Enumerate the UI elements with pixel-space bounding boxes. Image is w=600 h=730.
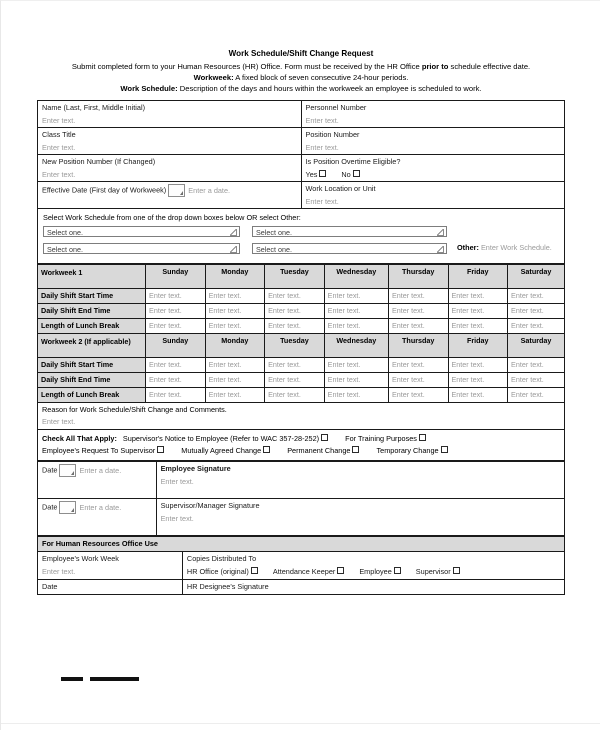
hr-work-week-cell bbox=[38, 552, 183, 580]
weekly-schedule-table bbox=[37, 264, 565, 403]
checkbox-copy-hr-office[interactable] bbox=[251, 567, 258, 574]
other-schedule-field bbox=[457, 243, 552, 253]
new-position-number-input[interactable]: Enter text. bbox=[42, 169, 76, 179]
position-number-label: Position Number bbox=[305, 130, 360, 140]
header2-thursday: Thursday bbox=[388, 334, 448, 358]
schedule-select-instruction: Select Work Schedule from one of the drop down boxes below OR select Other: bbox=[43, 213, 301, 223]
ww2-lunch-tuesday[interactable]: Enter text. bbox=[265, 388, 325, 403]
ww2-start-friday[interactable]: Enter text. bbox=[448, 358, 508, 373]
ww1-start-wednesday[interactable]: Enter text. bbox=[324, 289, 388, 304]
ww1-start-friday[interactable]: Enter text. bbox=[448, 289, 508, 304]
chevron-down-icon bbox=[437, 229, 444, 236]
schedule-dropdown-2-value: Select one. bbox=[256, 228, 292, 238]
workweek-definition-label: Workweek: bbox=[193, 73, 234, 83]
ww1-end-wednesday[interactable]: Enter text. bbox=[324, 304, 388, 319]
employee-date-cell bbox=[38, 462, 157, 499]
hr-office-heading: For Human Resources Office Use bbox=[38, 537, 565, 552]
header2-monday: Monday bbox=[205, 334, 265, 358]
field-personnel-number bbox=[301, 101, 565, 128]
ww2-end-tuesday[interactable]: Enter text. bbox=[265, 373, 325, 388]
table-row bbox=[38, 182, 565, 209]
table-row bbox=[38, 101, 565, 128]
checkbox-supervisors-notice[interactable] bbox=[321, 434, 328, 441]
table-row bbox=[38, 289, 565, 304]
option-employee-request-label: Employee's Request To Supervisor bbox=[42, 446, 156, 456]
overtime-no-label: No bbox=[341, 169, 351, 179]
workweek-definition-text: A fixed block of seven consecutive 24-hour periods. bbox=[233, 73, 409, 83]
dropdown-row-2 bbox=[43, 243, 559, 254]
ww1-lunch-tuesday[interactable]: Enter text. bbox=[265, 319, 325, 334]
header-wednesday: Wednesday bbox=[324, 265, 388, 289]
ww2-start-tuesday[interactable]: Enter text. bbox=[265, 358, 325, 373]
employee-date-picker[interactable] bbox=[59, 466, 121, 475]
work-location-label: Work Location or Unit bbox=[305, 184, 376, 194]
schedule-dropdown-3-value: Select one. bbox=[47, 245, 83, 255]
table-row bbox=[38, 319, 565, 334]
header2-wednesday: Wednesday bbox=[324, 334, 388, 358]
intro-bold-prior-to: prior to bbox=[421, 61, 449, 71]
ww2-end-wednesday[interactable]: Enter text. bbox=[324, 373, 388, 388]
work-schedule-definition bbox=[55, 83, 547, 94]
copy-supervisor-label: Supervisor bbox=[415, 567, 451, 577]
ww2-lunch-friday[interactable]: Enter text. bbox=[448, 388, 508, 403]
ww1-lunch-saturday[interactable]: Enter text. bbox=[508, 319, 565, 334]
ww1-end-tuesday[interactable]: Enter text. bbox=[265, 304, 325, 319]
overtime-yes-label: Yes bbox=[305, 169, 318, 179]
ww2-end-saturday[interactable]: Enter text. bbox=[508, 373, 565, 388]
redaction-mark-segment-2 bbox=[90, 677, 139, 681]
ww1-lunch-sunday[interactable]: Enter text. bbox=[146, 319, 206, 334]
ww1-lunch-wednesday[interactable]: Enter text. bbox=[324, 319, 388, 334]
copy-hr-office-label: HR Office (original) bbox=[186, 567, 249, 577]
checkbox-overtime-yes[interactable] bbox=[319, 170, 326, 177]
header2-friday: Friday bbox=[448, 334, 508, 358]
employee-signature-row bbox=[38, 462, 565, 499]
ww1-lunch-label: Length of Lunch Break bbox=[38, 319, 146, 334]
chevron-down-icon bbox=[230, 246, 237, 253]
ww2-lunch-thursday[interactable]: Enter text. bbox=[388, 388, 448, 403]
schedule-dropdown-1-value: Select one. bbox=[47, 228, 83, 238]
work-location-input[interactable]: Enter text. bbox=[305, 196, 339, 206]
field-work-location bbox=[301, 182, 565, 209]
ww1-end-saturday[interactable]: Enter text. bbox=[508, 304, 565, 319]
ww2-lunch-saturday[interactable]: Enter text. bbox=[508, 388, 565, 403]
ww1-start-sunday[interactable]: Enter text. bbox=[146, 289, 206, 304]
ww1-end-thursday[interactable]: Enter text. bbox=[388, 304, 448, 319]
field-effective-date bbox=[38, 182, 302, 209]
header-thursday: Thursday bbox=[388, 265, 448, 289]
hr-office-heading-row bbox=[38, 537, 565, 552]
hr-designee-signature-cell bbox=[182, 580, 564, 595]
hr-designee-signature-label: HR Designee's Signature bbox=[186, 582, 269, 592]
calendar-dropdown-icon[interactable] bbox=[59, 501, 76, 514]
ww1-end-sunday[interactable]: Enter text. bbox=[146, 304, 206, 319]
supervisor-date-cell bbox=[38, 499, 157, 536]
option-permanent-change-label: Permanent Change bbox=[287, 446, 351, 456]
ww2-end-thursday[interactable]: Enter text. bbox=[388, 373, 448, 388]
ww2-start-wednesday[interactable]: Enter text. bbox=[324, 358, 388, 373]
checkbox-employee-request[interactable] bbox=[157, 446, 164, 453]
ww1-end-friday[interactable]: Enter text. bbox=[448, 304, 508, 319]
new-position-number-label: New Position Number (If Changed) bbox=[42, 157, 156, 167]
name-label: Name (Last, First, Middle Initial) bbox=[42, 103, 145, 113]
table-row bbox=[38, 128, 565, 155]
check-all-row-1 bbox=[42, 433, 560, 445]
ww2-start-time-label: Daily Shift Start Time bbox=[38, 358, 146, 373]
supervisor-date-label: Date bbox=[42, 502, 58, 512]
workweek1-label: Workweek 1 bbox=[38, 265, 146, 289]
table-row bbox=[38, 388, 565, 403]
overtime-eligible-options bbox=[306, 170, 561, 179]
ww2-start-thursday[interactable]: Enter text. bbox=[388, 358, 448, 373]
copies-distributed-label: Copies Distributed To bbox=[186, 554, 257, 564]
ww2-end-time-label: Daily Shift End Time bbox=[38, 373, 146, 388]
document-header bbox=[15, 9, 587, 100]
class-title-input[interactable]: Enter text. bbox=[42, 142, 76, 152]
ww1-lunch-friday[interactable]: Enter text. bbox=[448, 319, 508, 334]
ww2-start-monday[interactable]: Enter text. bbox=[205, 358, 265, 373]
work-schedule-definition-text: Description of the days and hours within the workweek an employee is scheduled to work. bbox=[177, 84, 482, 94]
supervisor-signature-row bbox=[38, 499, 565, 536]
calendar-dropdown-icon[interactable] bbox=[59, 464, 76, 477]
check-all-title: Check All That Apply: bbox=[42, 434, 117, 444]
dropdown-row-1 bbox=[43, 226, 559, 237]
header-monday: Monday bbox=[205, 265, 265, 289]
effective-date-label: Effective Date (First day of Workweek) bbox=[42, 185, 167, 195]
reason-input[interactable]: Enter text. bbox=[42, 417, 76, 427]
copies-options-row bbox=[187, 567, 560, 577]
employee-signature-input[interactable]: Enter text. bbox=[160, 476, 194, 486]
copy-attendance-keeper-label: Attendance Keeper bbox=[272, 567, 336, 577]
table-row bbox=[38, 358, 565, 373]
ww2-lunch-monday[interactable]: Enter text. bbox=[205, 388, 265, 403]
name-input[interactable]: Enter text. bbox=[42, 115, 76, 125]
employee-signature-label: Employee Signature bbox=[160, 464, 231, 474]
workweek2-header-row bbox=[38, 334, 565, 358]
overtime-eligible-label: Is Position Overtime Eligible? bbox=[305, 157, 401, 167]
intro-text-part2: schedule effective date. bbox=[448, 61, 531, 71]
chevron-down-icon bbox=[230, 229, 237, 236]
position-number-input[interactable]: Enter text. bbox=[305, 142, 339, 152]
hr-office-use-table bbox=[37, 536, 565, 595]
personnel-number-input[interactable]: Enter text. bbox=[305, 115, 339, 125]
ww2-start-saturday[interactable]: Enter text. bbox=[508, 358, 565, 373]
option-mutually-agreed-label: Mutually Agreed Change bbox=[181, 446, 262, 456]
checkbox-overtime-no[interactable] bbox=[353, 170, 360, 177]
header2-saturday: Saturday bbox=[508, 334, 565, 358]
header2-sunday: Sunday bbox=[146, 334, 206, 358]
ww2-end-monday[interactable]: Enter text. bbox=[205, 373, 265, 388]
ww1-lunch-monday[interactable]: Enter text. bbox=[205, 319, 265, 334]
page-title: Work Schedule/Shift Change Request bbox=[228, 49, 374, 58]
calendar-dropdown-icon[interactable] bbox=[168, 184, 185, 197]
ww1-lunch-thursday[interactable]: Enter text. bbox=[388, 319, 448, 334]
form-body bbox=[15, 100, 587, 594]
work-schedule-selection-section bbox=[37, 209, 565, 264]
option-supervisors-notice-label: Supervisor's Notice to Employee (Refer to WAC 357-28-252) bbox=[122, 434, 320, 444]
field-overtime-eligible bbox=[301, 155, 565, 182]
supervisor-signature-cell bbox=[156, 499, 564, 536]
employee-signature-cell bbox=[156, 462, 564, 499]
page-content bbox=[15, 9, 587, 723]
header2-tuesday: Tuesday bbox=[265, 334, 325, 358]
ww2-lunch-sunday[interactable]: Enter text. bbox=[146, 388, 206, 403]
ww1-start-tuesday[interactable]: Enter text. bbox=[265, 289, 325, 304]
schedule-dropdown-4-value: Select one. bbox=[256, 245, 292, 255]
schedule-dropdown-3[interactable] bbox=[43, 243, 240, 254]
field-name bbox=[38, 101, 302, 128]
option-training-purposes-label: For Training Purposes bbox=[345, 434, 417, 444]
ww2-end-friday[interactable]: Enter text. bbox=[448, 373, 508, 388]
reason-label: Reason for Work Schedule/Shift Change and Comments. bbox=[42, 405, 227, 415]
hr-copies-cell bbox=[182, 552, 564, 580]
check-all-row-2 bbox=[42, 445, 560, 457]
header-sunday: Sunday bbox=[146, 265, 206, 289]
workweek-definition bbox=[55, 72, 547, 83]
ww1-start-monday[interactable]: Enter text. bbox=[205, 289, 265, 304]
supervisor-date-input[interactable]: Enter a date. bbox=[79, 502, 122, 512]
hr-date-label: Date bbox=[42, 582, 58, 592]
supervisor-date-picker[interactable] bbox=[59, 503, 121, 512]
workweek2-label: Workweek 2 (If applicable) bbox=[38, 334, 146, 358]
table-row bbox=[38, 155, 565, 182]
checkbox-copy-employee[interactable] bbox=[394, 567, 401, 574]
table-row bbox=[38, 373, 565, 388]
hr-date-cell bbox=[38, 580, 183, 595]
field-class-title bbox=[38, 128, 302, 155]
redaction-mark-segment-1 bbox=[61, 677, 83, 681]
signatures-table bbox=[37, 461, 565, 536]
copy-employee-label: Employee bbox=[359, 567, 392, 577]
header-friday: Friday bbox=[448, 265, 508, 289]
intro-text-part1: Submit completed form to your Human Resources (HR) Office. Form must be received by the HR Office bbox=[71, 61, 422, 71]
checkbox-training-purposes[interactable] bbox=[419, 434, 426, 441]
table-row bbox=[38, 304, 565, 319]
other-schedule-input[interactable]: Enter Work Schedule. bbox=[480, 243, 552, 253]
schedule-dropdown-1[interactable] bbox=[43, 226, 240, 237]
employee-date-input[interactable]: Enter a date. bbox=[79, 465, 122, 475]
ww1-start-time-label: Daily Shift Start Time bbox=[38, 289, 146, 304]
hr-work-week-input[interactable]: Enter text. bbox=[42, 567, 76, 577]
hr-office-workweek-row bbox=[38, 552, 565, 580]
checkbox-permanent-change[interactable] bbox=[352, 446, 359, 453]
ww1-end-time-label: Daily Shift End Time bbox=[38, 304, 146, 319]
field-position-number bbox=[301, 128, 565, 155]
employee-identity-table bbox=[37, 100, 565, 209]
other-label: Other: bbox=[457, 243, 479, 253]
submission-instructions bbox=[55, 62, 547, 72]
supervisor-signature-label: Supervisor/Manager Signature bbox=[160, 501, 260, 511]
personnel-number-label: Personnel Number bbox=[305, 103, 367, 113]
page-bottom-edge bbox=[1, 723, 600, 724]
ww1-start-thursday[interactable]: Enter text. bbox=[388, 289, 448, 304]
redaction-mark bbox=[61, 677, 139, 682]
checkbox-copy-attendance-keeper[interactable] bbox=[337, 567, 344, 574]
check-all-that-apply-section bbox=[37, 430, 565, 461]
checkbox-copy-supervisor[interactable] bbox=[453, 567, 460, 574]
schedule-dropdown-2[interactable] bbox=[252, 226, 447, 237]
workweek1-header-row bbox=[38, 265, 565, 289]
ww2-start-sunday[interactable]: Enter text. bbox=[146, 358, 206, 373]
option-temporary-change-label: Temporary Change bbox=[376, 446, 439, 456]
effective-date-input[interactable]: Enter a date. bbox=[188, 185, 231, 195]
ww1-end-monday[interactable]: Enter text. bbox=[205, 304, 265, 319]
ww1-start-saturday[interactable]: Enter text. bbox=[508, 289, 565, 304]
hr-work-week-label: Employee's Work Week bbox=[42, 554, 119, 564]
employee-date-label: Date bbox=[42, 465, 58, 475]
schedule-dropdown-4[interactable] bbox=[252, 243, 447, 254]
ww2-end-sunday[interactable]: Enter text. bbox=[146, 373, 206, 388]
ww2-lunch-wednesday[interactable]: Enter text. bbox=[324, 388, 388, 403]
supervisor-signature-input[interactable]: Enter text. bbox=[160, 513, 194, 523]
header-tuesday: Tuesday bbox=[265, 265, 325, 289]
reason-section bbox=[37, 403, 565, 430]
work-schedule-definition-label: Work Schedule: bbox=[120, 84, 178, 94]
hr-office-date-row bbox=[38, 580, 565, 595]
class-title-label: Class Title bbox=[42, 130, 76, 140]
chevron-down-icon bbox=[437, 246, 444, 253]
effective-date-picker[interactable] bbox=[168, 186, 230, 195]
checkbox-temporary-change[interactable] bbox=[441, 446, 448, 453]
checkbox-mutually-agreed[interactable] bbox=[263, 446, 270, 453]
header-saturday: Saturday bbox=[508, 265, 565, 289]
ww2-lunch-label: Length of Lunch Break bbox=[38, 388, 146, 403]
field-new-position-number bbox=[38, 155, 302, 182]
